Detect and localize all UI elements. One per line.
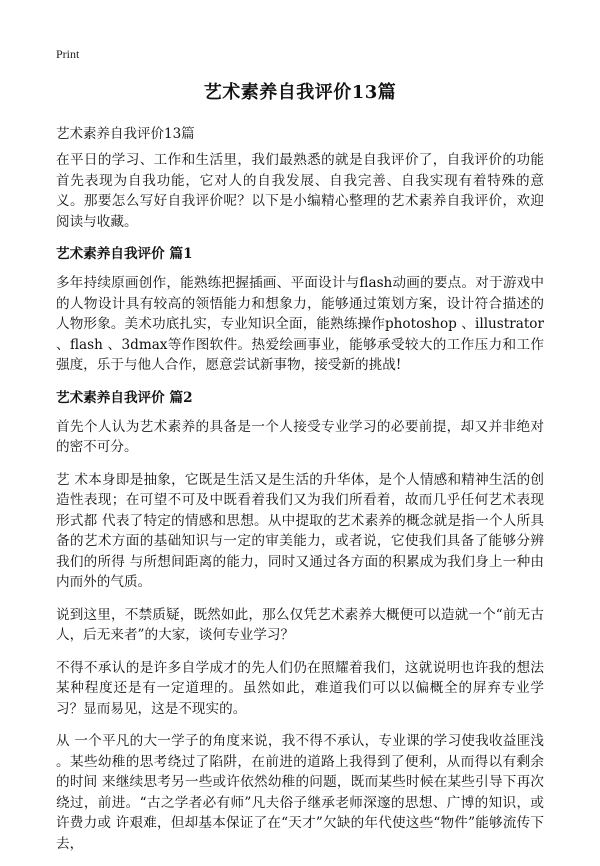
section-heading: 艺术素养自我评价 篇2 [56, 389, 193, 406]
page-title: 艺术素养自我评价13篇 [203, 82, 397, 103]
print-link[interactable]: Print [56, 47, 80, 61]
paragraph: 首先个人认为艺术素养的具备是一个人接受专业学习的必要前提，却又并非绝对的密不可分。 [56, 418, 544, 455]
paragraph: 艺 术本身即是抽象，它既是生活又是生活的升华体，是个人情感和精神生活的创造性表现；在可望不可及中既看着我们又为我们所看着，故而几乎任何艺术表现形式都 代表了特定的情感和思想。从中提取的艺术素养的概念就是指一个人所具备的艺术方面的基础知识与一定的审美能力，或者说，它使我们具备了能够分辨我们的所得 与所想间距离的能力，同时又通过各方面的积累成为我们身上一种由内而外的气质。 [56, 471, 544, 590]
intro-paragraph: 在平日的学习、工作和生活里，我们最熟悉的就是自我评价了，自我评价的功能首先表现为自我功能，它对人的自我发展、自我完善、自我实现有着特殊的意义。那要怎么写好自我评价呢？以下是小编精心整理的艺术素养自我评价，欢迎阅读与收藏。 [56, 152, 544, 230]
section-heading: 艺术素养自我评价 篇1 [56, 246, 193, 262]
paragraph: 说到这里，不禁质疑，既然如此，那么仅凭艺术素养大概便可以造就一个“前无古人，后无来者”的大家，谈何专业学习？ [56, 606, 544, 643]
document-subtitle: 艺术素养自我评价13篇 [56, 126, 195, 142]
paragraph: 多年持续原画创作，能熟练把握插画、平面设计与flash动画的要点。对于游戏中的人物设计具有较高的领悟能力和想象力，能够通过策划方案，设计符合描述的人物形象。美术功底扎实，专业知识全面，能熟练操作photoshop 、illustrator 、flash 、3dmax等作图软件。热爱绘画事业，能够承受较大的工作压力和工作强度，乐于与他人合作，愿意尝试新事物，接受新的挑战! [56, 275, 544, 373]
paragraph: 不得不承认的是许多自学成才的先人们仍在照耀着我们，这就说明也许我的想法某种程度还是有一定道理的。虽然如此，难道我们可以以偏概全的屏弃专业学习？显而易见，这是不现实的。 [56, 659, 544, 717]
document-body [56, 150, 544, 866]
paragraph: 从 一个平凡的大一学子的角度来说，我不得不承认，专业课的学习使我收益匪浅 。某些幼稚的思考绕过了陷阱，在前进的道路上我得到了便利，从而得以有剩余的时间 来继续思考另一些或许依然幼稚的问题，既而某些时候在某些引导下再次绕过，前进。“古之学者必有师”凡夫俗子继承老师深邃的思想、广博的知识，或许费力或 许艰难，但却基本保证了在“天才”欠缺的年代使这些“物件”能够流传下去， [56, 733, 544, 852]
